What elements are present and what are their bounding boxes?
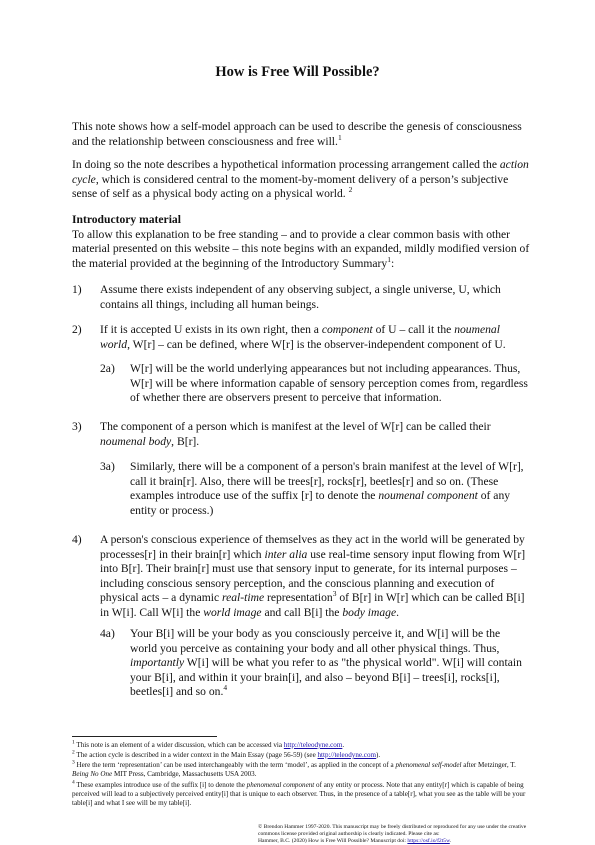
text-run: of B[r] in W[r] which can be called B[i] in W[i]. Call W[i] the bbox=[100, 591, 525, 619]
list-text bbox=[130, 627, 530, 700]
text-run: and call B[i] the bbox=[261, 605, 343, 619]
list-number: 1) bbox=[72, 283, 82, 296]
list-number: 2a) bbox=[100, 362, 115, 375]
emphasis: noumenal world bbox=[100, 323, 500, 351]
list-number: 2) bbox=[72, 323, 82, 336]
text-run: of any entity or process.) bbox=[130, 489, 511, 517]
section-text: To allow this explanation to be free standing – and to provide a clear common basis with other material presented on this website – this note begins with an expanded, mildly modified version of the material provided at the beginning of the Introductory Summary bbox=[72, 227, 530, 270]
teleodyne-link[interactable]: http://teleodyne.com bbox=[283, 741, 343, 749]
list-text bbox=[130, 460, 530, 518]
text-run: , B[r]. bbox=[171, 434, 200, 448]
doi-link[interactable]: https://osf.io/f2t5w bbox=[407, 838, 450, 844]
paragraph-text: , which is considered central to the moment-by-moment delivery of a person’s subjective sense of self as a physical body acting on a physical world. bbox=[72, 172, 509, 201]
footnote-3 bbox=[72, 761, 534, 779]
document-title: How is Free Will Possible? bbox=[215, 64, 380, 80]
section-heading: Introductory material bbox=[72, 213, 181, 226]
list-number: 4a) bbox=[100, 627, 115, 640]
emphasis: world image bbox=[203, 605, 262, 619]
list-text bbox=[100, 420, 532, 449]
list-number: 3a) bbox=[100, 460, 115, 473]
footnote-text: These examples introduce use of the suffix [i] to denote the bbox=[74, 781, 247, 789]
list-text bbox=[100, 533, 532, 621]
emphasis: noumenal component bbox=[378, 489, 478, 503]
punctuation: : bbox=[390, 256, 395, 270]
list-number: 3) bbox=[72, 420, 82, 433]
footnote-text: MIT Press, Cambridge, Massachusetts USA 2003. bbox=[112, 770, 257, 779]
intro-paragraph-1 bbox=[72, 120, 532, 149]
text-run: of U – call it the bbox=[372, 323, 455, 336]
intro-paragraph-2 bbox=[72, 158, 532, 202]
footnote-number: 2 bbox=[72, 749, 75, 756]
footnote-ref-1b[interactable]: 1 bbox=[387, 254, 391, 264]
introductory-material-section bbox=[72, 213, 532, 271]
footnote-text: of any entity or process. Note that any entity[r] which is capable of being perceived will lead to a subjectively perceived entity[i] that is unique to each observer. Thus, in the presence of a table[r], what you see as the table will be your table[i] and what I see will be my table[i]. bbox=[72, 781, 526, 808]
emphasis: noumenal body bbox=[100, 434, 172, 448]
footnote-divider bbox=[72, 736, 217, 737]
text-run: representation bbox=[264, 591, 333, 605]
footnote-ref-4[interactable]: 4 bbox=[223, 683, 228, 693]
emphasis: real-time bbox=[222, 591, 265, 605]
footnote-ref-1[interactable]: 1 bbox=[337, 132, 342, 142]
list-text bbox=[100, 323, 532, 352]
list-number: 4) bbox=[72, 533, 82, 546]
footnote-text: This note is an element of a wider discussion, which can be accessed via bbox=[74, 741, 284, 749]
emphasis: component bbox=[321, 323, 373, 336]
punctuation: . bbox=[342, 741, 345, 749]
footnote-number: 4 bbox=[72, 779, 75, 786]
footnote-text: The action cycle is described in a wider context in the Main Essay (page 56-59) (see bbox=[74, 751, 318, 759]
action-cycle-term: action cycle bbox=[72, 158, 529, 186]
emphasis: body image bbox=[342, 605, 397, 619]
teleodyne-link[interactable]: http://teleodyne.com bbox=[317, 751, 377, 759]
footnote-text: Here the term ‘representation’ can be used interchangeably with the term ‘model’, as applied in the concept of a bbox=[74, 761, 396, 769]
punctuation: . bbox=[449, 838, 452, 844]
citation-text: Hammer, B.C. (2020) How is Free Will Possible? Manuscript doi: bbox=[258, 838, 408, 844]
footnote-number: 3 bbox=[72, 759, 75, 766]
footnote-ref-3[interactable]: 3 bbox=[332, 589, 337, 599]
text-run: W[i] will be what you refer to as "the physical world". W[i] will contain your B[i], and within it your brain[i], and also – beyond B[i] – trees[i], rocks[i], beetles[i] and so on. bbox=[130, 656, 522, 699]
footnote-number: 1 bbox=[72, 739, 75, 746]
text-run: A person's conscious experience of themselves as they act in the world will be generated by processes[r] in their brain[r] which bbox=[100, 533, 525, 561]
list-text: W[r] will be the world underlying appearances but not including appearances. Thus, W[r] will be where information capable of sensory perception comes from, regardless of whether there are observers present to perceive that information. bbox=[130, 362, 528, 405]
text-run: . bbox=[396, 605, 400, 619]
paragraph-text: This note shows how a self-model approach can be used to describe the genesis of consciousness and the relationship between consciousness and free will. bbox=[72, 120, 522, 148]
text-run: Your B[i] will be your body as you consciously perceive it, and W[i] will be the world you perceive as containing your body and all other physical things. Thus, bbox=[130, 627, 501, 655]
emphasis: phenomenal self-model bbox=[395, 761, 462, 769]
emphasis: importantly bbox=[130, 656, 185, 670]
text-run: If it is accepted U exists in its own right, then a bbox=[100, 323, 322, 336]
emphasis: inter alia bbox=[264, 547, 308, 561]
emphasis: Being No One bbox=[72, 770, 113, 779]
paragraph-text: In doing so the note describes a hypothetical information processing arrangement called the bbox=[72, 158, 500, 171]
copyright-text: © Brendon Hammer 1997-2020. This manuscript may be freely distributed or reproduced for any use under the creative commons license provided original authorship is clearly indicated. Please cite as: bbox=[258, 824, 527, 837]
text-run: Similarly, there will be a component of a person's brain manifest at the level of W[r], call it brain[r]. Also, there will be trees[r], rocks[r], beetles[r] and so on. (These examples introduce use of the suffix [r] to denote the bbox=[130, 460, 524, 503]
punctuation: ). bbox=[376, 751, 381, 759]
text-run: use real-time sensory input flowing from W[r] into B[r]. Their brain[r] must use that sensory input to generate, for its internal purposes – including conscious sensory perception, and the conscious planning and execution of physical acts – a dynamic bbox=[100, 547, 526, 605]
footnote-4 bbox=[72, 781, 534, 809]
list-text: Assume there exists independent of any observing subject, a single universe, U, which contains all things, including all human beings. bbox=[100, 283, 501, 311]
text-run: , W[r] – can be defined, where W[r] is the observer-independent component of U. bbox=[127, 337, 506, 351]
footnote-ref-2[interactable]: 2 bbox=[348, 185, 353, 195]
text-run: The component of a person which is manifest at the level of W[r] can be called their bbox=[100, 420, 491, 433]
footnote-1 bbox=[72, 741, 534, 750]
footnote-text: after Metzinger, T. bbox=[461, 761, 516, 769]
emphasis: phenomenal component bbox=[246, 781, 315, 789]
footnote-2 bbox=[72, 751, 534, 760]
